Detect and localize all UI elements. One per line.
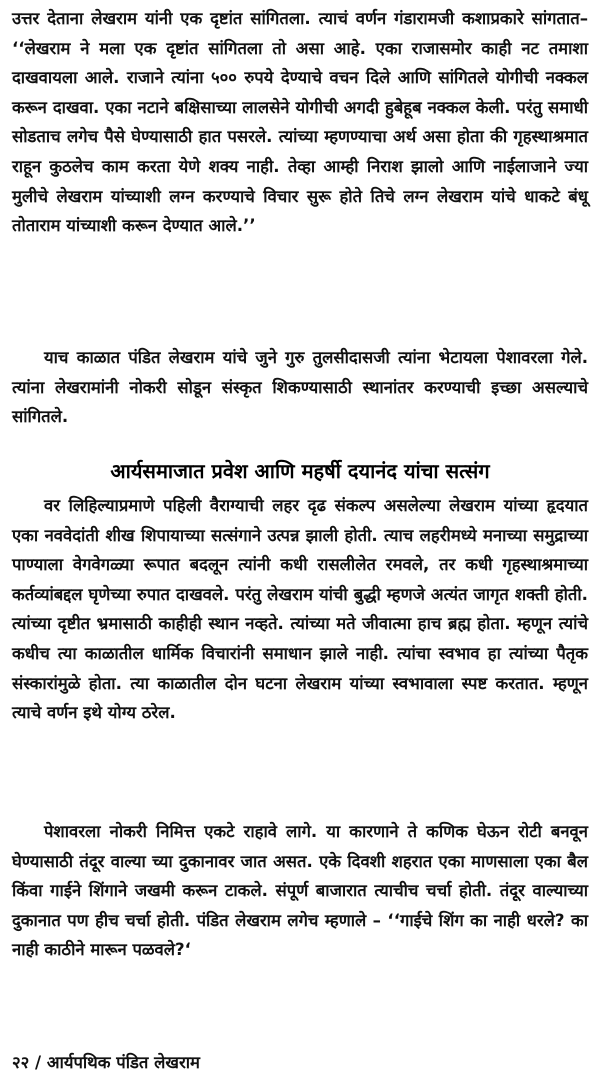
body-paragraph: पेशावरला नोकरी निमित्त एकटे राहावे लागे. या कारणाने ते कणिक घेऊन रोटी बनवून घेण्यासाठी तंदूर वाल्या च्या दुकानावर जात असत. एके दिवशी शहरात एका माणसाला एका बैल किंवा गाईने शिंगाने जखमी करून टाकले. संपूर्ण बाजारात त्याचीच चर्चा होती. तंदूर वाल्याच्या दुकानात पण हीच चर्चा होती. पंडित लेखराम लगेच म्हणाले – ‘‘गाईचे शिंग का नाही धरले? का नाही काठीने मारून पळवले?‘ [12,822,588,960]
body-paragraph: उत्तर देताना लेखराम यांनी एक दृष्टांत सांगितला. त्याचं वर्णन गंडारामजी कशाप्रकारे सांगतात– ‘‘लेखराम ने मला एक दृष्टांत सांगितला तो असा आहे. एका राजासमोर काही नट तमाशा दाखवायला आले. राजाने त्यांना ५०० रुपये देण्याचे वचन दिले आणि सांगितले योगीची नक्कल करून दाखवा. एका नटाने बक्षिसाच्या लालसेने योगीची अगदी हुबेहूब नक्कल केली. परंतु समाधी सोडताच लगेच पैसे घेण्यासाठी हात पसरले. त्यांच्या म्हणण्याचा अर्थ असा होता की गृहस्थाश्रमात राहून कुठलेच काम करता येणे शक्य नाही. तेव्हा आम्ही निराश झालो आणि नाईलाजाने ज्या मुलीचे लेखराम यांच्याशी लग्न करण्याचे विचार सुरू होते तिचे लग्न लेखराम यांचे धाकटे बंधू तोताराम यांच्याशी करून देण्यात आले.’’ [12,9,588,236]
section-heading: आर्यसमाजात प्रवेश आणि महर्षी दयानंद यांचा सत्संग [110,459,490,483]
page-footer: २२ / आर्यपथिक पंडित लेखराम [12,1053,200,1072]
book-page [12,4,588,1087]
body-paragraph: याच काळात पंडित लेखराम यांचे जुने गुरु तुलसीदासजी त्यांना भेटायला पेशावरला गेले. त्यांना लेखरामांनी नोकरी सोडून संस्कृत शिकण्यासाठी स्थानांतर करण्याची इच्छा असल्याचे सांगितले. [12,348,588,427]
body-paragraph: वर लिहिल्याप्रमाणे पहिली वैराग्याची लहर दृढ संकल्प असलेल्या लेखराम यांच्या हृदयात एका नववेदांती शीख शिपायाच्या सत्संगाने उत्पन्न झाली होती. त्याच लहरीमध्ये मनाच्या समुद्राच्या पाण्याला वेगवेगळ्या रूपात बदलून त्यांनी कधी रासलीलेत रमवले, तर कधी गृहस्थाश्रमाच्या कर्तव्यांबद्दल घृणेच्या रुपात दाखवले. परंतु लेखराम यांची बुद्धी म्हणजे अत्यंत जागृत शक्ती होती. त्यांच्या दृष्टीत भ्रमासाठी काहीही स्थान नव्हते. त्यांच्या मते जीवात्मा हाच ब्रह्म होता. म्हणून त्यांचे कधीच त्या काळातील धार्मिक विचारांनी समाधान झाले नाही. त्यांचा स्वभाव हा त्यांच्या पैतृक संस्कारांमुळे होता. त्या काळातील दोन घटना लेखराम यांच्या स्वभावाला स्पष्ट करतात. म्हणून त्याचे वर्णन इथे योग्य ठरेल. [12,496,588,723]
